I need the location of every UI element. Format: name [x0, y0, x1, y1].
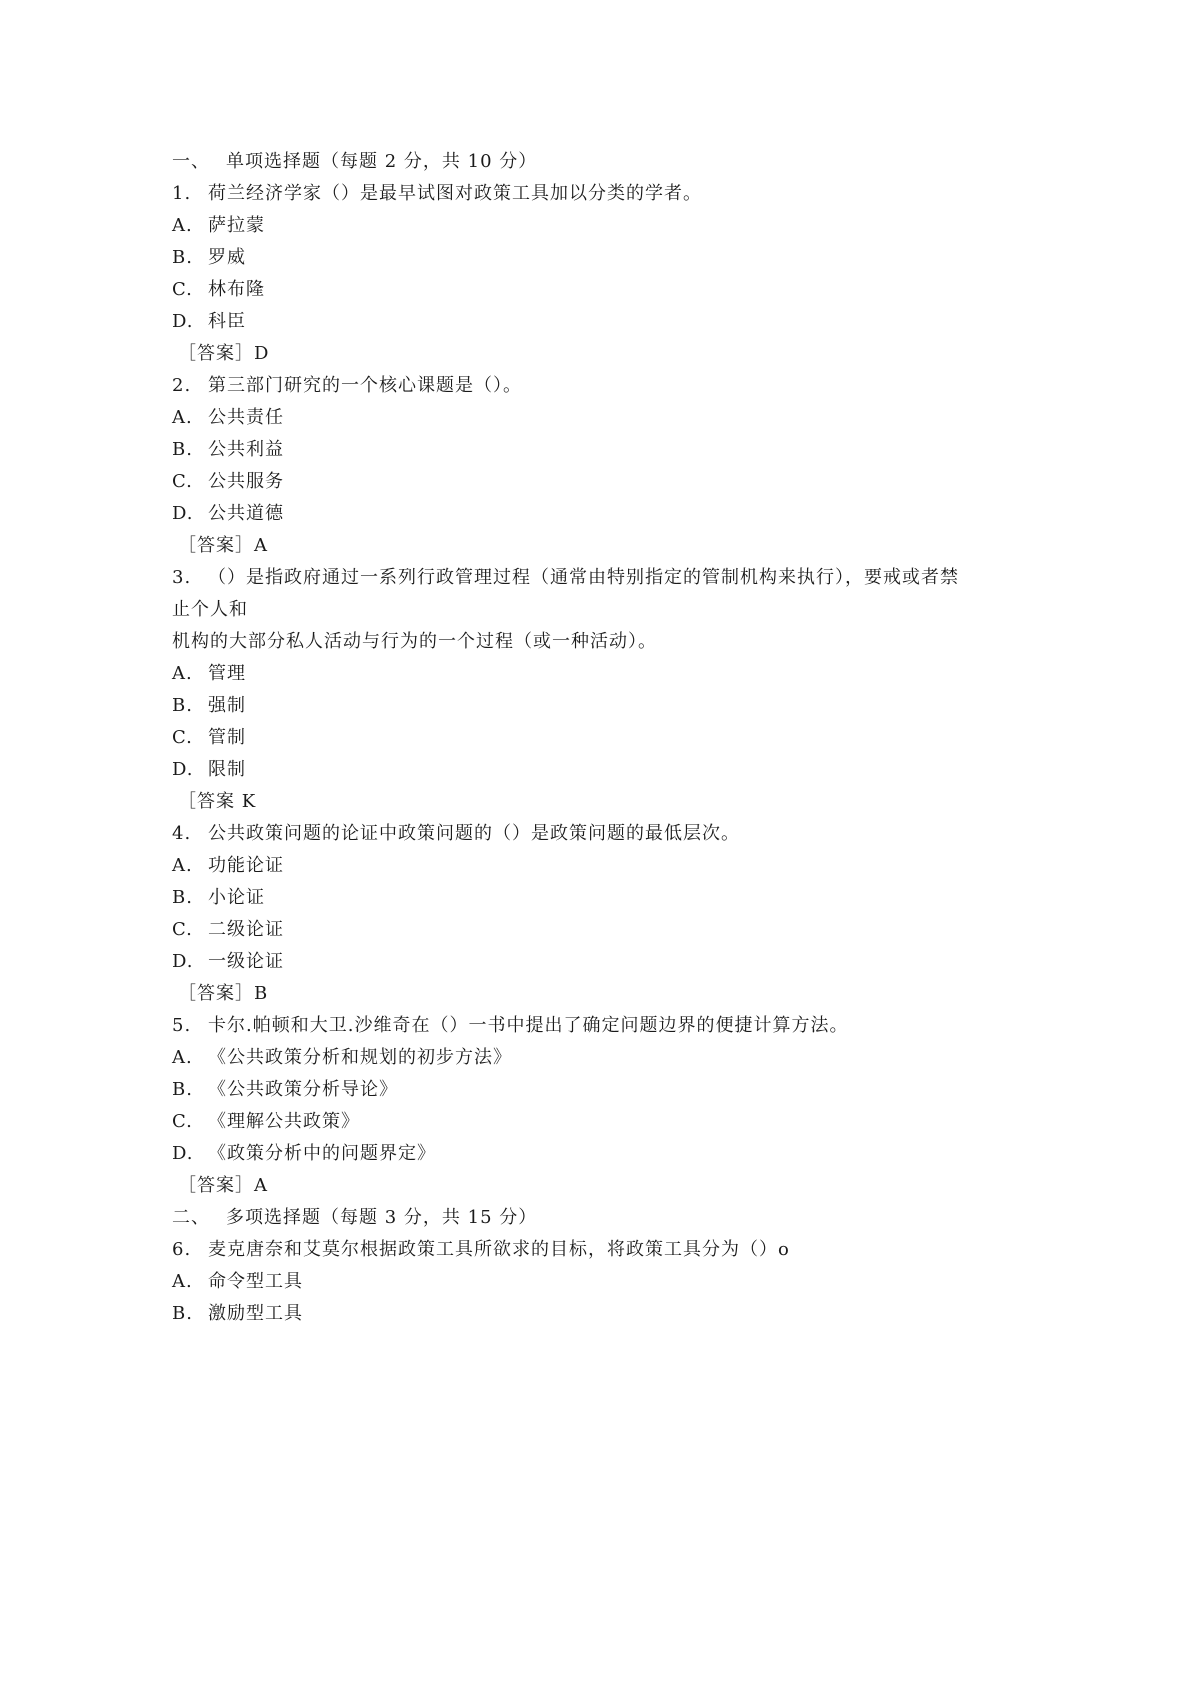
option-label: D. [172, 951, 194, 972]
option [172, 1042, 1022, 1074]
option-text: 命令型工具 [208, 1271, 303, 1292]
section-title: 多项选择题（每题 3 分，共 15 分） [226, 1207, 538, 1228]
option-text: 限制 [208, 759, 246, 780]
exam-content [172, 146, 1022, 1330]
option-label: D. [172, 1143, 194, 1164]
option [172, 914, 1022, 946]
option-label: C. [172, 727, 193, 748]
answer-line: ［答案］A [178, 1175, 268, 1196]
question-number: 1. [172, 183, 192, 204]
option-text: 一级论证 [208, 951, 284, 972]
question-text: 卡尔.帕顿和大卫.沙维奇在（）一书中提出了确定问题边界的便捷计算方法。 [208, 1015, 849, 1036]
option-text: 公共道德 [208, 503, 284, 524]
option [172, 1106, 1022, 1138]
question [172, 818, 1022, 850]
option-label: A. [172, 1047, 193, 1068]
question-number: 6. [172, 1239, 192, 1260]
option-label: B. [172, 1079, 193, 1100]
option-label: D. [172, 503, 194, 524]
question-number: 2. [172, 375, 192, 396]
option [172, 306, 1022, 338]
option-label: D. [172, 759, 194, 780]
option-text: 《理解公共政策》 [208, 1111, 360, 1132]
option [172, 242, 1022, 274]
question [172, 1010, 1022, 1042]
option-text: 公共服务 [208, 471, 284, 492]
option [172, 1298, 1022, 1330]
option-label: A. [172, 1271, 193, 1292]
option-text: 《公共政策分析和规划的初步方法》 [208, 1047, 512, 1068]
section-number: 一、 [172, 151, 210, 172]
option [172, 498, 1022, 530]
question-number: 4. [172, 823, 192, 844]
section-heading [172, 146, 1022, 178]
question-number: 3. [172, 567, 192, 588]
option-text: 萨拉蒙 [208, 215, 265, 236]
option [172, 946, 1022, 978]
question-text: （）是指政府通过一系列行政管理过程（通常由特别指定的管制机构来执行），要戒或者禁 [208, 567, 959, 588]
option-label: C. [172, 1111, 193, 1132]
option [172, 754, 1022, 786]
option [172, 1138, 1022, 1170]
option [172, 1266, 1022, 1298]
option [172, 402, 1022, 434]
option [172, 882, 1022, 914]
option [172, 690, 1022, 722]
option-label: B. [172, 1303, 193, 1324]
option-label: A. [172, 407, 193, 428]
option-text: 功能论证 [208, 855, 284, 876]
option-text: 强制 [208, 695, 246, 716]
option-label: A. [172, 663, 193, 684]
question-text: 荷兰经济学家（）是最早试图对政策工具加以分类的学者。 [208, 183, 702, 204]
question-text: 麦克唐奈和艾莫尔根据政策工具所欲求的目标，将政策工具分为（）o [208, 1239, 790, 1260]
answer-line: ［答案 K [178, 791, 257, 812]
option-label: B. [172, 439, 193, 460]
option-text: 科臣 [208, 311, 246, 332]
option-text: 《公共政策分析导论》 [208, 1079, 398, 1100]
question-text-continued: 机构的大部分私人活动与行为的一个过程（或一种活动）。 [172, 631, 657, 652]
question-text: 公共政策问题的论证中政策问题的（）是政策问题的最低层次。 [208, 823, 740, 844]
option-text: 林布隆 [208, 279, 265, 300]
option-text: 小论证 [208, 887, 265, 908]
option [172, 274, 1022, 306]
option-label: C. [172, 279, 193, 300]
option [172, 850, 1022, 882]
option-label: C. [172, 919, 193, 940]
option-label: B. [172, 887, 193, 908]
question-text-continued: 止个人和 [172, 599, 248, 620]
section-title: 单项选择题（每题 2 分，共 10 分） [226, 151, 538, 172]
option-label: A. [172, 215, 193, 236]
answer-line: ［答案］B [178, 983, 269, 1004]
option-label: A. [172, 855, 193, 876]
option-label: B. [172, 695, 193, 716]
option-label: D. [172, 311, 194, 332]
question-text: 第三部门研究的一个核心课题是（）。 [208, 375, 522, 396]
option-text: 激励型工具 [208, 1303, 303, 1324]
question [172, 178, 1022, 210]
question [172, 1234, 1022, 1266]
answer-line: ［答案］A [178, 535, 268, 556]
question [172, 562, 1022, 594]
option [172, 466, 1022, 498]
option-text: 罗威 [208, 247, 246, 268]
option-text: 《政策分析中的问题界定》 [208, 1143, 436, 1164]
option-text: 管理 [208, 663, 246, 684]
option [172, 1074, 1022, 1106]
option [172, 210, 1022, 242]
option-text: 管制 [208, 727, 246, 748]
option-label: C. [172, 471, 193, 492]
option [172, 722, 1022, 754]
option [172, 434, 1022, 466]
option-text: 二级论证 [208, 919, 284, 940]
option-label: B. [172, 247, 193, 268]
option-text: 公共责任 [208, 407, 284, 428]
question [172, 370, 1022, 402]
question-number: 5. [172, 1015, 192, 1036]
section-number: 二、 [172, 1207, 210, 1228]
option-text: 公共利益 [208, 439, 284, 460]
section-heading [172, 1202, 1022, 1234]
option [172, 658, 1022, 690]
answer-line: ［答案］D [178, 343, 270, 364]
